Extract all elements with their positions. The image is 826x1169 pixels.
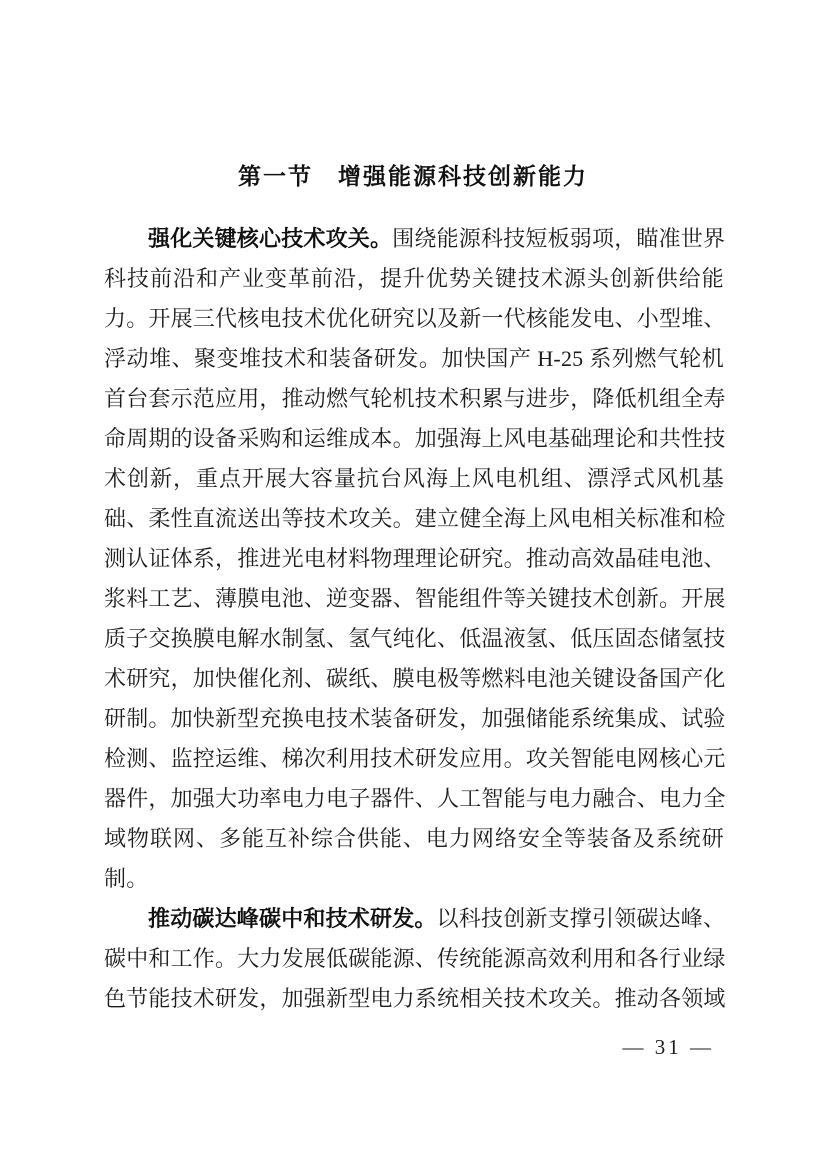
page-number: — 31 — xyxy=(622,1035,714,1059)
text-line: 术研究，加快催化剂、碳纸、膜电极等燃料电池关键设备国产化 xyxy=(104,666,726,691)
text-line: 域物联网、多能互补综合供能、电力网络安全等装备及系统研 xyxy=(104,826,724,851)
text-line: 浆料工艺、薄膜电池、逆变器、智能组件等关键技术创新。开展 xyxy=(104,586,726,611)
text-line: 质子交换膜电解水制氢、氢气纯化、低温液氢、低压固态储氢技 xyxy=(104,626,726,651)
paragraph-lead-bold: 强化关键核心技术攻关。 xyxy=(148,226,393,251)
text-line: 推动碳达峰碳中和技术研发。以科技创新支撑引领碳达峰、 xyxy=(148,906,726,931)
text-line: 术创新，重点开展大容量抗台风海上风电机组、漂浮式风机基 xyxy=(104,466,724,491)
text-line: 器件，加强大功率电力电子器件、人工智能与电力融合、电力全 xyxy=(104,786,726,811)
text-line: 测认证体系，推进光电材料物理理论研究。推动高效晶硅电池、 xyxy=(104,546,726,571)
section-title: 第一节 增强能源科技创新能力 xyxy=(238,163,588,189)
paragraph xyxy=(104,219,724,899)
text-line: 碳中和工作。大力发展低碳能源、传统能源高效利用和各行业绿 xyxy=(104,946,726,971)
text-line: 检测、监控运维、梯次利用技术研发应用。攻关智能电网核心元 xyxy=(104,746,726,771)
text-line: 础、柔性直流送出等技术攻关。建立健全海上风电相关标准和检 xyxy=(104,506,726,531)
text-block xyxy=(104,219,724,1019)
text-line: 研制。加快新型充换电技术装备研发，加强储能系统集成、试验 xyxy=(104,706,726,731)
paragraph-lead-bold: 推动碳达峰碳中和技术研发。 xyxy=(148,906,437,931)
text-line: 力。开展三代核电技术优化研究以及新一代核能发电、小型堆、 xyxy=(104,306,726,331)
paragraph xyxy=(104,899,724,1019)
text-line: 色节能技术研发，加强新型电力系统相关技术攻关。推动各领域 xyxy=(104,986,726,1011)
text-line: 命周期的设备采购和运维成本。加强海上风电基础理论和共性技 xyxy=(104,426,726,451)
text-line: 强化关键核心技术攻关。围绕能源科技短板弱项，瞄准世界 xyxy=(148,226,726,251)
text-line: 浮动堆、聚变堆技术和装备研发。加快国产 H-25 系列燃气轮机 xyxy=(104,346,724,371)
text-line: 科技前沿和产业变革前沿，提升优势关键技术源头创新供给能 xyxy=(104,266,724,291)
text-line: 制。 xyxy=(104,866,149,891)
text-line: 首台套示范应用，推动燃气轮机技术积累与进步，降低机组全寿 xyxy=(104,386,726,411)
